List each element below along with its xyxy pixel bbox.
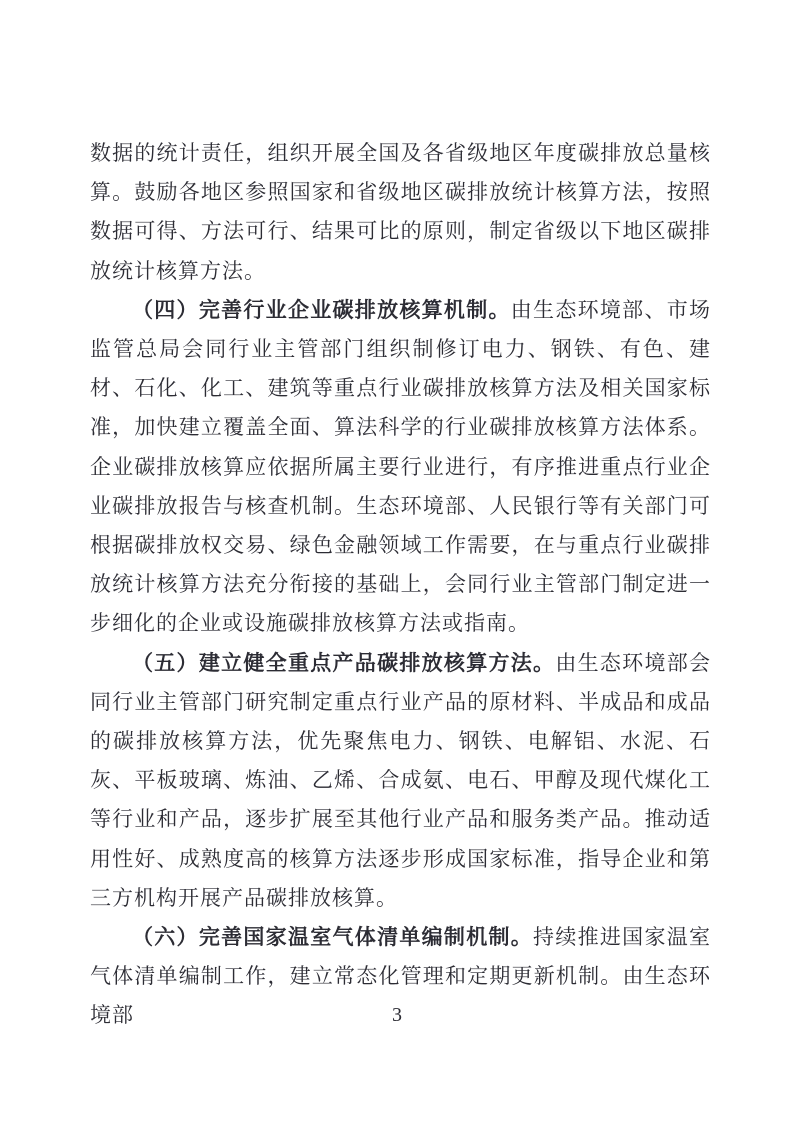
paragraph-heading-text: （六）完善国家温室气体清单编制机制。 [132, 925, 534, 950]
paragraph-body-text: 由生态环境部会同行业主管部门研究制定重点行业产品的原材料、半成品和成品的碳排放核算方法，优先聚焦电力、钢铁、电解铝、水泥、石灰、平板玻璃、炼油、乙烯、合成氨、电石、甲醇及现代煤化工等行业和产品，逐步扩展至其他行业产品和服务类产品。推动适用性好、成熟度高的核算方法逐步形成国家标准，指导企业和第三方机构开展产品碳排放核算。 [90, 650, 712, 910]
paragraph-body-text: 数据的统计责任，组织开展全国及各省级地区年度碳排放总量核算。鼓励各地区参照国家和省级地区碳排放统计核算方法，按照数据可得、方法可行、结果可比的原则，制定省级以下地区碳排放统计核算方法。 [90, 141, 711, 283]
para-item-4 [90, 291, 711, 644]
paragraph-body-text: 由生态环境部、市场监管总局会同行业主管部门组织制修订电力、钢铁、有色、建材、石化、化工、建筑等重点行业碳排放核算方法及相关国家标准，加快建立覆盖全面、算法科学的行业碳排放核算方法体系。企业碳排放核算应依据所属主要行业进行，有序推进重点行业企业碳排放报告与核查机制。生态环境部、人民银行等有关部门可根据碳排放权交易、绿色金融领域工作需要，在与重点行业碳排放统计核算方法充分衔接的基础上，会同行业主管部门制定进一步细化的企业或设施碳排放核算方法或指南。 [90, 297, 712, 636]
para-item-5 [90, 644, 711, 918]
page-number: 3 [392, 1004, 402, 1026]
paragraph-heading-text: （四）完善行业企业碳排放核算机制。 [132, 297, 511, 322]
paragraph-body-text: 持续推进国家温室气体清单编制工作，建立常态化管理和定期更新机制。由生态环境部 [90, 925, 712, 1028]
paragraph-heading-text: （五）建立健全重点产品碳排放核算方法。 [132, 650, 556, 675]
document-body [90, 134, 711, 1036]
para-continuation [90, 134, 711, 291]
